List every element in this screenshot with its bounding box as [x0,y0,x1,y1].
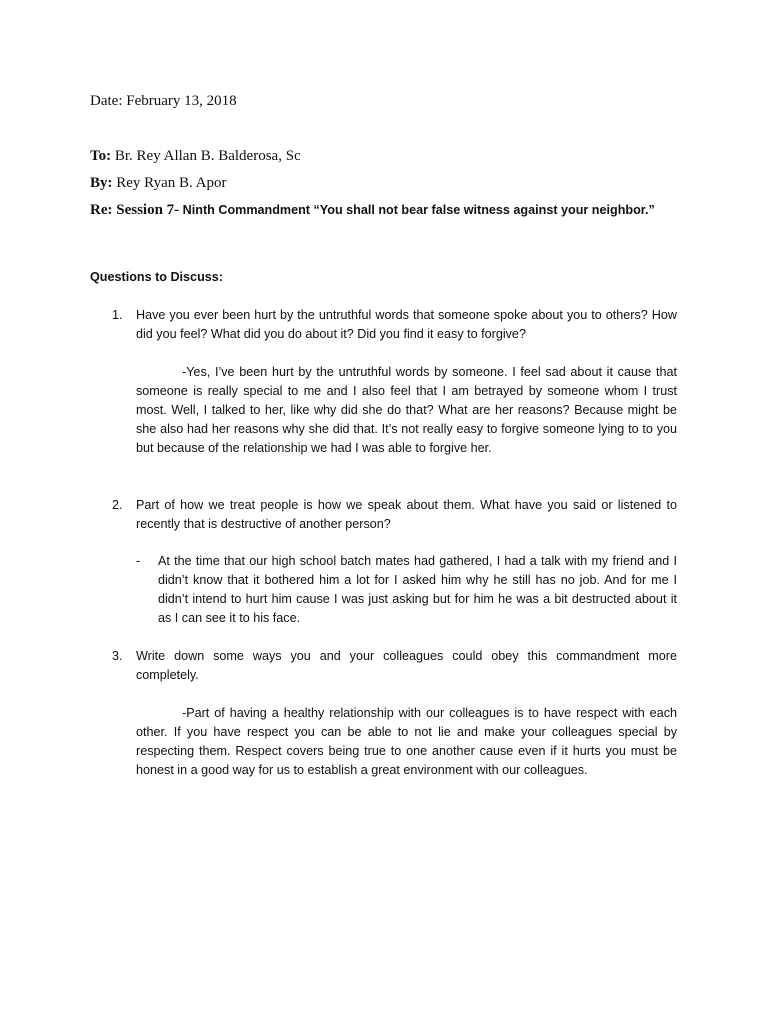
by-label: By: [90,175,113,191]
answer-text: At the time that our high school batch mates had gathered, I had a talk with my friend and I didn’t know that it bothered him a lot for I asked him why he still has no job. And for me I didn’t intend to hurt him cause I was just asking but for him he was a bit destructed about it as I can see it to his face. [158,554,677,625]
question-number: 3. [112,649,123,663]
question-text: Have you ever been hurt by the untruthful words that someone spoke about you to others? How did you feel? What did you do about it? Did you find it easy to forgive? [136,308,677,341]
memo-to [90,148,301,165]
memo-date: Date: February 13, 2018 [90,93,237,109]
re-label: Re: Session 7- [90,202,180,218]
question-text: Part of how we treat people is how we speak about them. What have you said or listened to recently that is destructive of another person? [136,498,677,531]
question-number: 1. [112,308,123,322]
memo-re [90,201,655,219]
re-value: Ninth Commandment “You shall not bear false witness against your neighbor.” [179,203,655,217]
question-number: 2. [112,498,123,512]
to-label: To: [90,148,112,164]
answer-text: -Part of having a healthy relationship with our colleagues is to have respect with each other. If you have respect you can be able to not lie and make your colleagues special by respecting them. Respect covers being true to one another cause even if it hurts you must be honest in a good way for us to establish a great environment with our colleagues. [136,706,677,777]
to-value: Br. Rey Allan B. Balderosa, Sc [111,148,301,164]
memo-by [90,175,226,192]
question-text: Write down some ways you and your colleagues could obey this commandment more completely. [136,649,677,682]
by-value: Rey Ryan B. Apor [112,175,227,191]
answer-bullet: - [136,554,141,568]
questions-heading: Questions to Discuss: [90,270,223,284]
answer-text: -Yes, I’ve been hurt by the untruthful words by someone. I feel sad about it cause that someone is really special to me and I also feel that I am betrayed by someone whom I trust most. Well, I talked to her, like why did she do that? What are her reasons? Because might be she also had her reasons why she did that. It’s not really easy to forgive someone lying to to you but because of the relationship we had I was able to forgive her. [136,365,677,455]
